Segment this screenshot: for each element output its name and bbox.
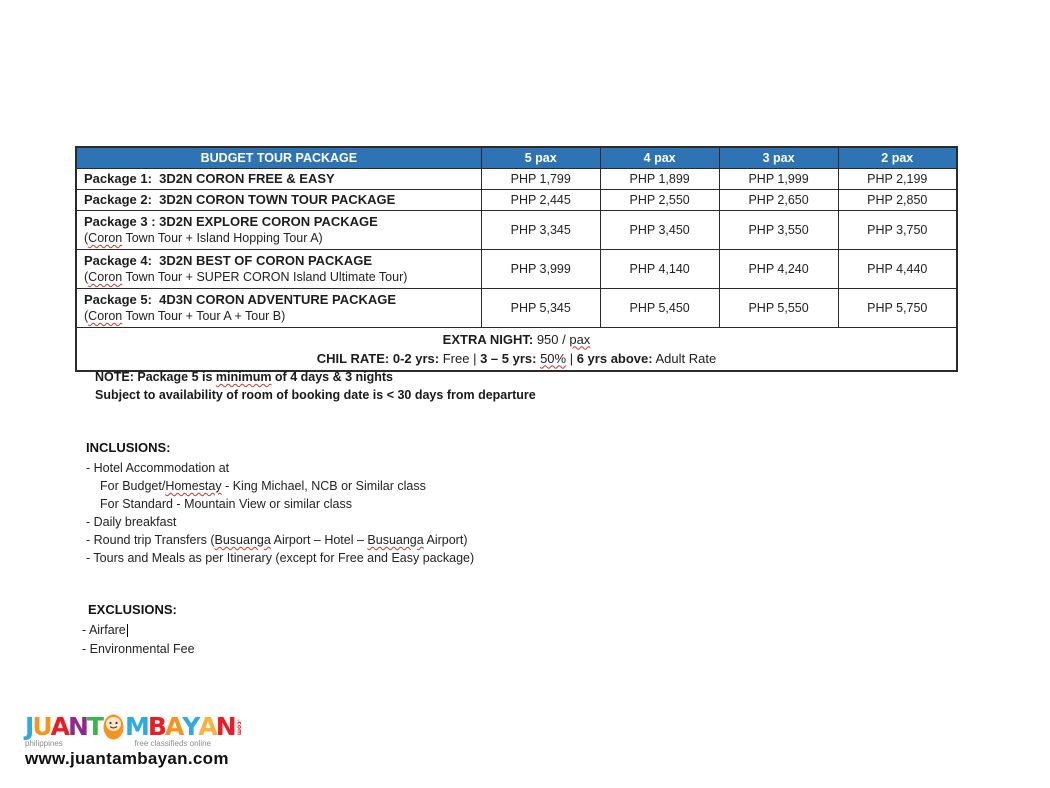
price-cell: PHP 3,450 — [600, 210, 719, 249]
logo-tagline — [25, 739, 215, 748]
site-url: www.juantambayan.com — [25, 749, 229, 768]
col-header-2pax: 2 pax — [838, 147, 957, 168]
text-cursor — [127, 624, 129, 637]
exclusion-item — [82, 640, 195, 659]
note-block — [95, 368, 536, 404]
note-line-2: Subject to availability of room of booking date is < 30 days from departure — [95, 388, 536, 402]
exclusion-item — [82, 621, 195, 640]
item-text: For Standard - Mountain View or similar class — [100, 497, 352, 511]
subtitle-text: Town Tour + SUPER CORON Island Ultimate Tour) — [122, 270, 408, 284]
misspelled-word: Coron — [88, 270, 123, 284]
table-row — [76, 288, 957, 327]
item-text: - Hotel Accommodation at — [86, 461, 230, 475]
subtitle-text: ( — [84, 309, 89, 323]
inclusion-item — [86, 513, 474, 531]
package-name-cell — [76, 189, 481, 210]
subtitle-text: Town Tour + Island Hopping Tour A) — [122, 231, 323, 245]
tagline-classifieds: free classifieds online — [134, 739, 211, 748]
price-cell: PHP 4,140 — [600, 249, 719, 288]
logo-letter: Y — [182, 712, 199, 741]
package-subtitle — [84, 230, 476, 246]
misspelled-word: Coron — [88, 231, 123, 245]
subtitle-text: ( — [84, 270, 89, 284]
table-row — [76, 249, 957, 288]
note-line-1 — [95, 368, 536, 386]
logo-letter: M — [124, 712, 148, 741]
package-name-cell — [76, 288, 481, 327]
extra-night-label: EXTRA NIGHT: — [442, 331, 534, 347]
logo-letter: U — [32, 712, 51, 741]
package-name: Package 1: 3D2N CORON FREE & EASY — [84, 171, 335, 186]
inclusion-item — [86, 549, 474, 567]
misspelled-word: 50% — [540, 350, 567, 366]
col-header-5pax: 5 pax — [481, 147, 600, 168]
col-header-3pax: 3 pax — [719, 147, 838, 168]
child-rate-seg: Free | — [439, 350, 481, 366]
logo-dotcom-label: .com — [235, 718, 243, 736]
price-cell: PHP 2,850 — [838, 189, 957, 210]
package-name: Package 2: 3D2N CORON TOWN TOUR PACKAGE — [84, 192, 396, 207]
package-price-table — [75, 146, 958, 372]
table-header-row — [76, 147, 957, 168]
logo-letter: J — [25, 712, 33, 741]
price-cell: PHP 4,440 — [838, 249, 957, 288]
note-text: NOTE: Package 5 is — [95, 370, 216, 384]
child-rate-seg: 3 – 5 yrs: — [480, 350, 537, 366]
exclusions-section — [82, 600, 195, 659]
item-text: - Tours and Meals as per Itinerary (except for Free and Easy package) — [86, 551, 475, 565]
item-text: - Environmental Fee — [82, 642, 195, 656]
rates-footer-cell — [76, 327, 957, 371]
price-cell: PHP 2,199 — [838, 168, 957, 189]
package-name: Package 4: 3D2N BEST OF CORON PACKAGE — [84, 253, 372, 268]
table-footer-row — [76, 327, 957, 371]
child-rate-seg: Adult Rate — [652, 350, 717, 366]
tagline-philippines: philippines — [25, 739, 63, 748]
item-text: - Daily breakfast — [86, 515, 177, 529]
package-name: Package 5: 4D3N CORON ADVENTURE PACKAGE — [84, 292, 397, 307]
package-subtitle — [84, 269, 476, 285]
mascot-icon — [103, 714, 124, 740]
inclusions-heading: INCLUSIONS: — [86, 440, 171, 455]
inclusion-item — [86, 495, 474, 513]
inclusion-item — [86, 477, 474, 495]
logo-letter: N — [215, 712, 235, 741]
child-rate-line — [81, 349, 952, 368]
inclusion-item — [86, 459, 474, 477]
price-cell: PHP 5,450 — [600, 288, 719, 327]
logo-letter: T — [86, 712, 102, 741]
table-row — [76, 210, 957, 249]
item-text: - Round trip Transfers ( — [86, 533, 215, 547]
inclusion-item — [86, 531, 474, 549]
inclusions-section — [86, 439, 474, 567]
item-text: - King Michael, NCB or Similar class — [221, 479, 426, 493]
price-cell: PHP 5,345 — [481, 288, 600, 327]
logo-letter: A — [50, 712, 68, 741]
package-name-cell — [76, 249, 481, 288]
juantambayan-logo — [25, 712, 243, 769]
item-text: For Budget/ — [100, 479, 166, 493]
logo-letter: A — [198, 712, 216, 741]
package-subtitle — [84, 308, 476, 324]
misspelled-word: Busuanga — [367, 533, 424, 547]
misspelled-word: Coron — [88, 309, 123, 323]
price-cell: PHP 2,650 — [719, 189, 838, 210]
logo-letter: N — [67, 712, 87, 741]
extra-night-line — [81, 330, 952, 349]
table-row — [76, 189, 957, 210]
price-cell: PHP 1,899 — [600, 168, 719, 189]
price-cell: PHP 1,799 — [481, 168, 600, 189]
price-cell: PHP 4,240 — [719, 249, 838, 288]
price-cell: PHP 3,999 — [481, 249, 600, 288]
price-cell: PHP 2,445 — [481, 189, 600, 210]
misspelled-word: Homestay — [165, 479, 222, 493]
misspelled-word: pax — [569, 331, 591, 347]
misspelled-word: minimum — [215, 370, 272, 384]
item-text: Airport) — [423, 533, 468, 547]
package-name: Package 3 : 3D2N EXPLORE CORON PACKAGE — [84, 214, 378, 229]
item-text: Airport – Hotel – — [270, 533, 368, 547]
exclusions-heading: EXCLUSIONS: — [88, 602, 177, 617]
logo-letter: B — [147, 712, 165, 741]
price-cell: PHP 3,550 — [719, 210, 838, 249]
child-rate-seg: 6 yrs above: — [576, 350, 653, 366]
package-name-cell — [76, 168, 481, 189]
item-text: - Airfare — [82, 623, 126, 637]
subtitle-text: Town Tour + Tour A + Tour B) — [122, 309, 286, 323]
misspelled-word: Busuanga — [214, 533, 271, 547]
child-rate-label: CHIL RATE: — [316, 350, 390, 366]
extra-night-value: 950 / — [533, 331, 570, 347]
note-text: of 4 days & 3 nights — [271, 370, 394, 384]
child-rate-seg: | — [566, 350, 577, 366]
price-cell: PHP 3,750 — [838, 210, 957, 249]
child-rate-seg: 0-2 yrs: — [389, 350, 440, 366]
logo-letter: A — [164, 712, 183, 741]
price-cell: PHP 3,345 — [481, 210, 600, 249]
package-name-cell — [76, 210, 481, 249]
col-header-4pax: 4 pax — [600, 147, 719, 168]
subtitle-text: ( — [84, 231, 89, 245]
price-cell: PHP 5,550 — [719, 288, 838, 327]
table-row — [76, 168, 957, 189]
logo-wordmark — [25, 712, 243, 742]
price-cell: PHP 2,550 — [600, 189, 719, 210]
col-header-package: BUDGET TOUR PACKAGE — [76, 147, 481, 168]
price-cell: PHP 1,999 — [719, 168, 838, 189]
price-cell: PHP 5,750 — [838, 288, 957, 327]
